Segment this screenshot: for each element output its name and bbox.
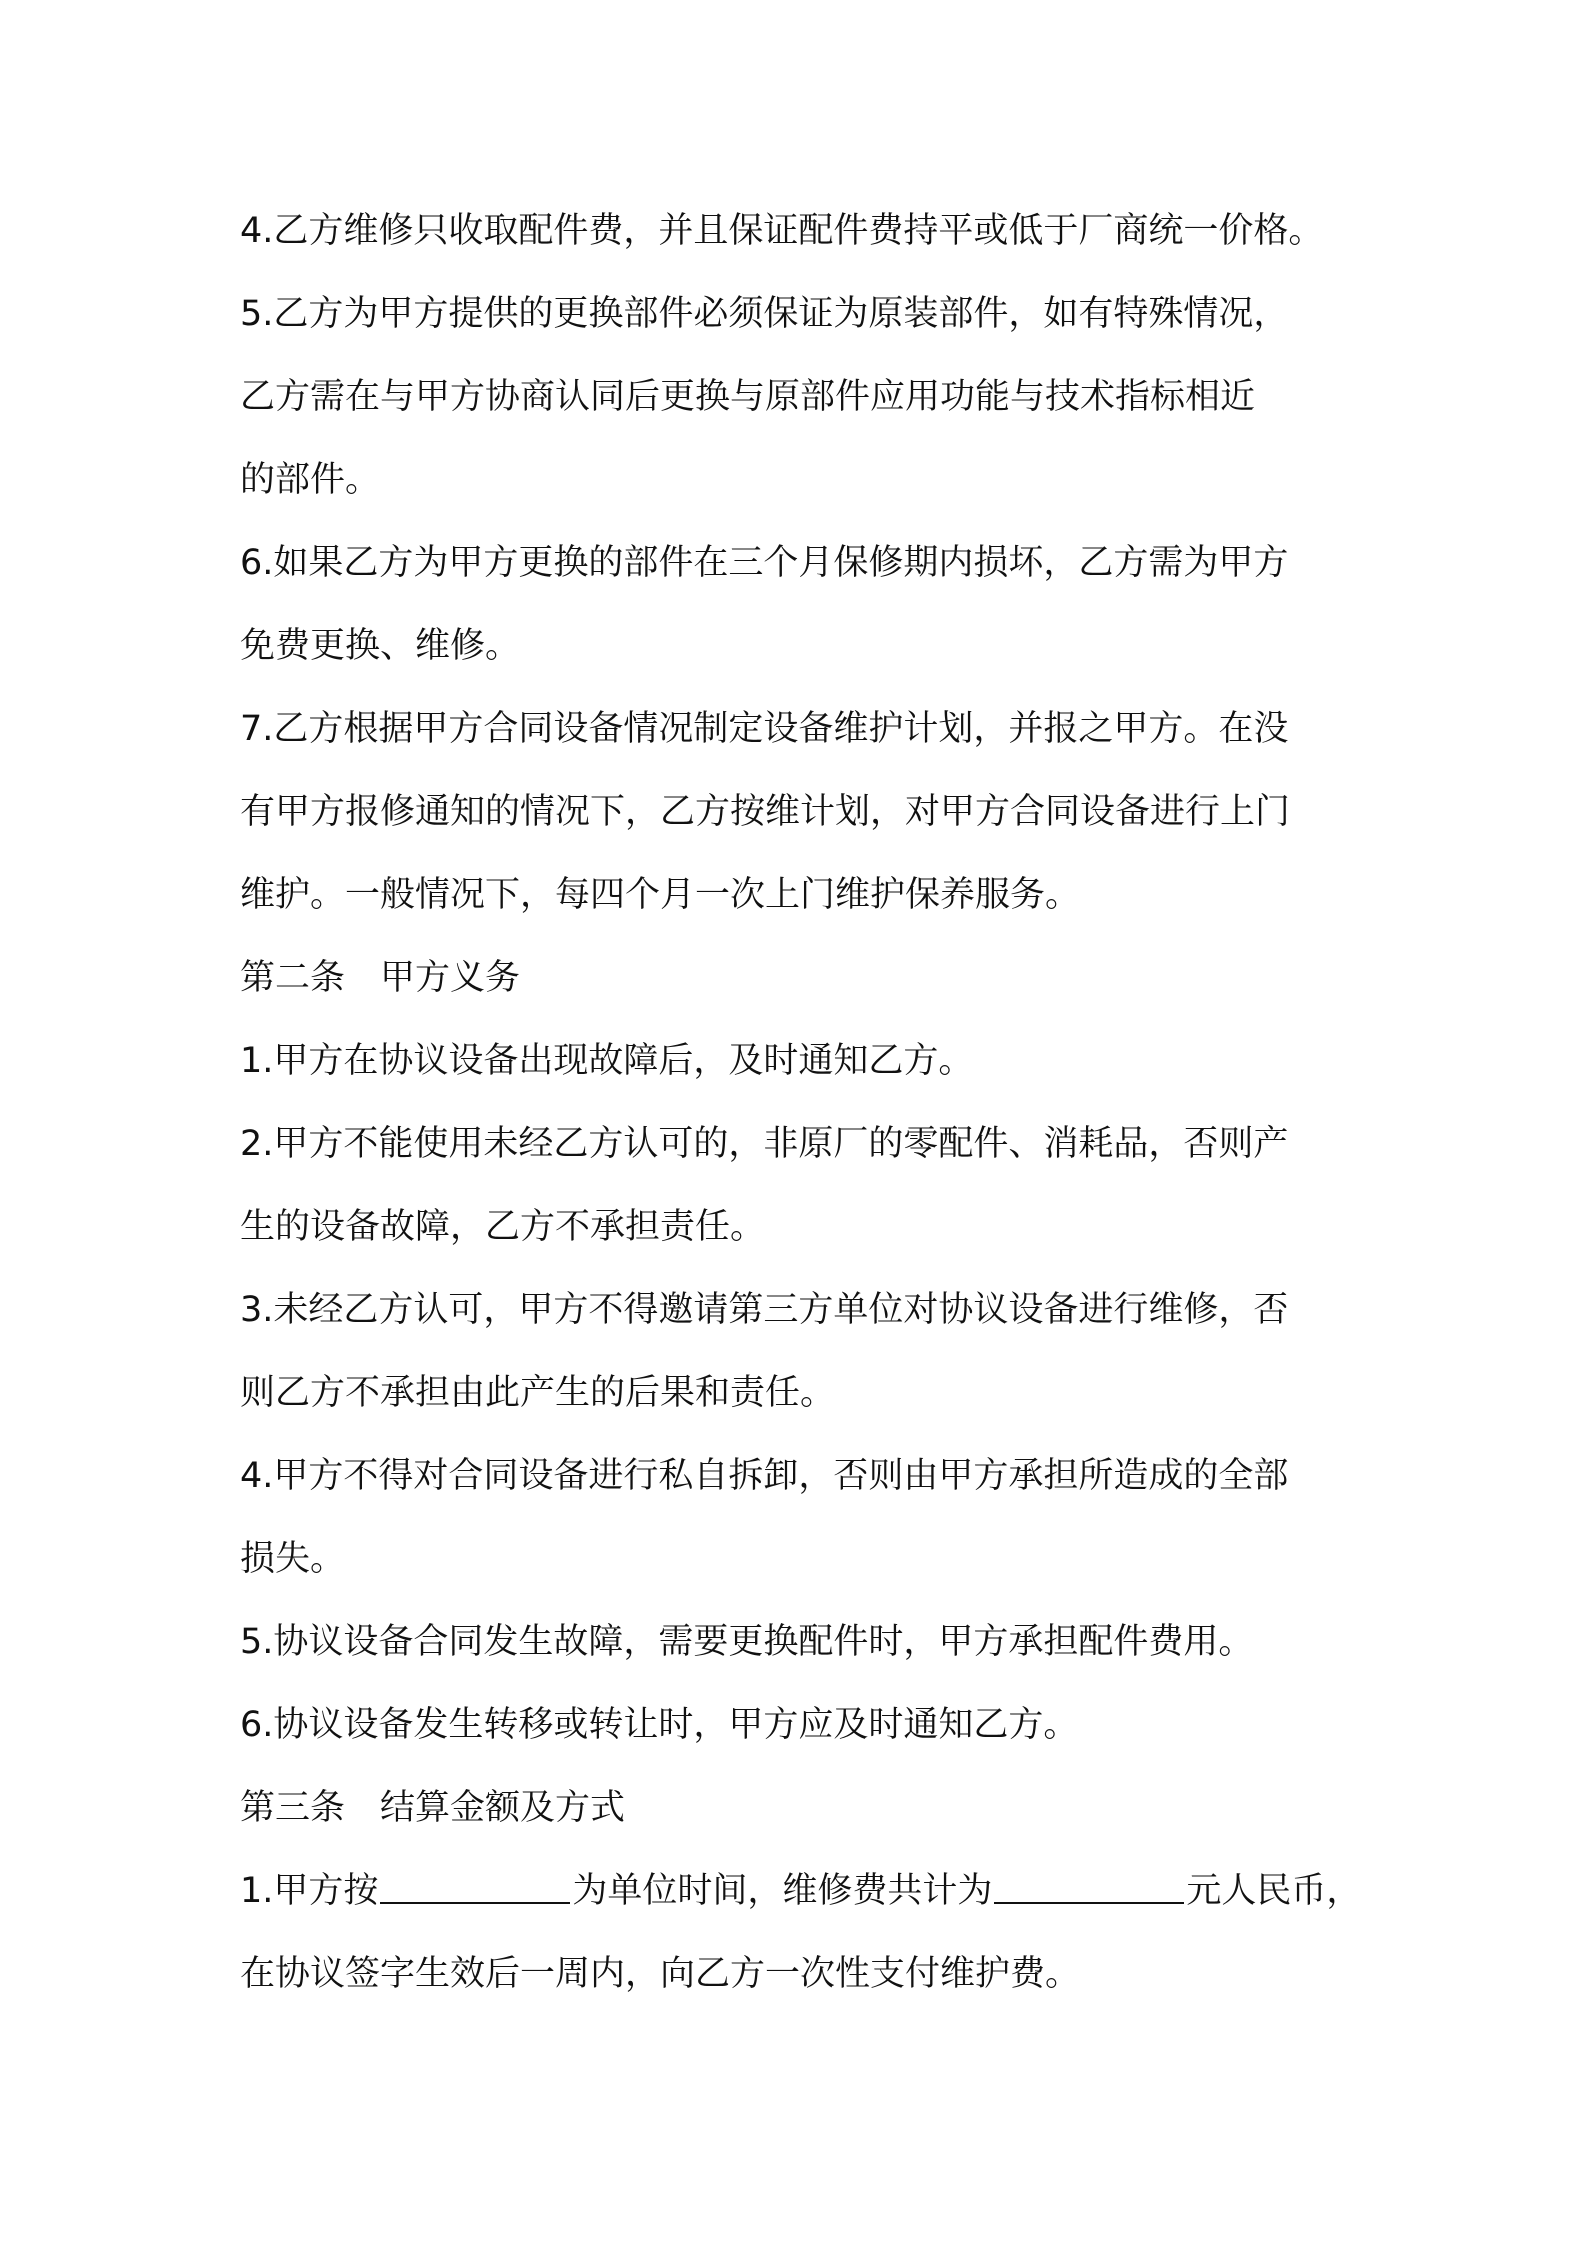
clause-line: 2.甲方不能使用未经乙方认可的，非原厂的零配件、消耗品，否则产 <box>240 1124 1289 1164</box>
clause-line: 3.未经乙方认可，甲方不得邀请第三方单位对协议设备进行维修，否 <box>240 1290 1289 1330</box>
clause-line: 6.如果乙方为甲方更换的部件在三个月保修期内损坏，乙方需为甲方 <box>240 543 1289 583</box>
payment-text-part2: 为单位时间，维修费共计为 <box>572 1871 993 1911</box>
section-heading: 第三条 结算金额及方式 <box>240 1788 626 1828</box>
section-heading: 第二条 甲方义务 <box>240 958 521 998</box>
clause-line: 5.乙方为甲方提供的更换部件必须保证为原装部件，如有特殊情况， <box>240 294 1289 334</box>
clause-line: 损失。 <box>240 1539 346 1579</box>
fee-amount-blank <box>994 1862 1184 1904</box>
payment-clause-line <box>240 1860 1380 1922</box>
clause-line: 维护。一般情况下，每四个月一次上门维护保养服务。 <box>240 875 1081 915</box>
clause-line: 6.协议设备发生转移或转让时，甲方应及时通知乙方。 <box>240 1705 1079 1745</box>
clause-line: 在协议签字生效后一周内，向乙方一次性支付维护费。 <box>240 1954 1081 1994</box>
clause-line: 5.协议设备合同发生故障，需要更换配件时，甲方承担配件费用。 <box>240 1622 1254 1662</box>
clause-line: 4.乙方维修只收取配件费，并且保证配件费持平或低于厂商统一价格。 <box>240 211 1324 251</box>
payment-text-part1: 1.甲方按 <box>240 1871 379 1911</box>
clause-line: 免费更换、维修。 <box>240 626 521 666</box>
clause-line: 有甲方报修通知的情况下，乙方按维计划，对甲方合同设备进行上门 <box>240 792 1291 832</box>
clause-line: 7.乙方根据甲方合同设备情况制定设备维护计划，并报之甲方。在没 <box>240 709 1289 749</box>
payment-text-part3: 元人民币， <box>1186 1871 1362 1911</box>
clause-line: 则乙方不承担由此产生的后果和责任。 <box>240 1373 836 1413</box>
clause-line: 的部件。 <box>240 460 381 500</box>
unit-time-blank <box>380 1862 570 1904</box>
clause-line: 乙方需在与甲方协商认同后更换与原部件应用功能与技术指标相近 <box>240 377 1256 417</box>
clause-line: 1.甲方在协议设备出现故障后，及时通知乙方。 <box>240 1041 974 1081</box>
clause-line: 4.甲方不得对合同设备进行私自拆卸，否则由甲方承担所造成的全部 <box>240 1456 1289 1496</box>
clause-line: 生的设备故障，乙方不承担责任。 <box>240 1207 766 1247</box>
